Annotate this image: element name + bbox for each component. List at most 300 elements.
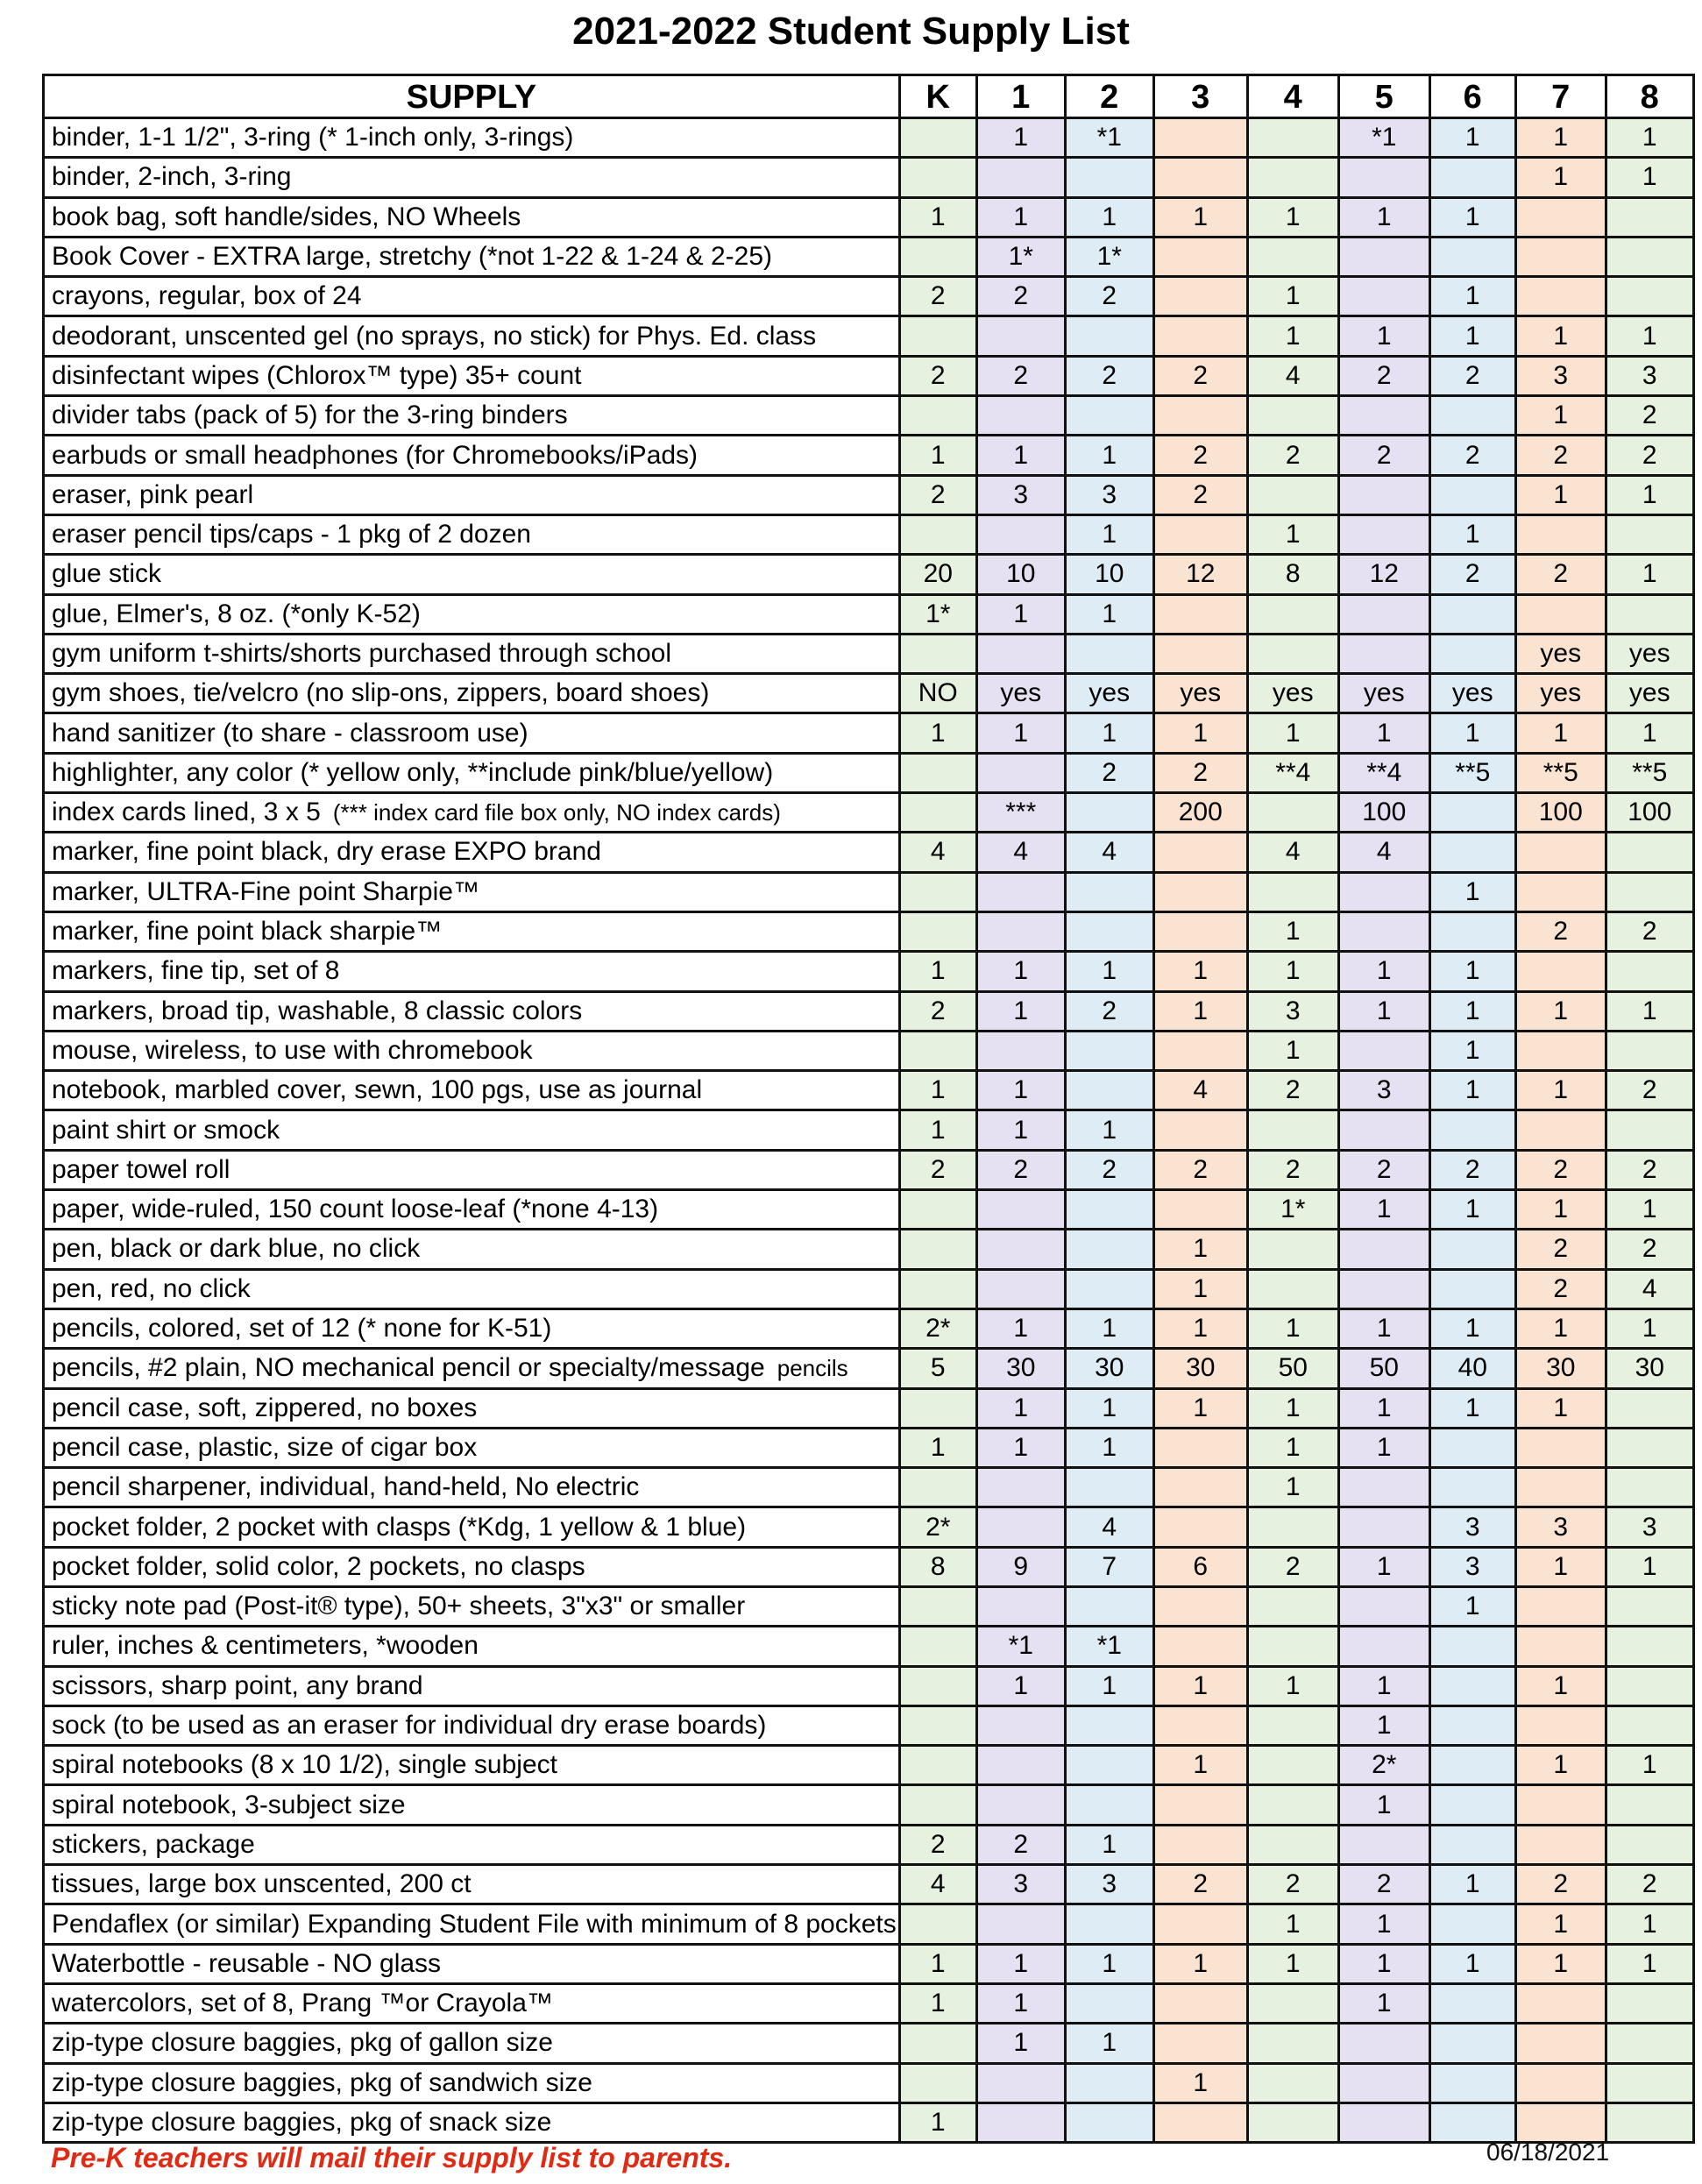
quantity-cell: 1: [1338, 1547, 1429, 1586]
quantity-cell: 1: [1247, 197, 1338, 237]
quantity-cell: 2: [1153, 753, 1247, 792]
quantity-cell: [1338, 1269, 1429, 1308]
quantity-cell: 2: [1065, 1150, 1153, 1189]
table-row: [44, 1983, 1694, 2023]
quantity-cell: [1429, 1428, 1515, 1467]
quantity-cell: 1: [1515, 1388, 1606, 1428]
quantity-cell: [1606, 1705, 1693, 1745]
quantity-cell: [1153, 1428, 1247, 1467]
quantity-cell: 1: [1338, 1190, 1429, 1230]
quantity-cell: [1153, 1586, 1247, 1626]
table-row: [44, 1308, 1694, 1348]
quantity-cell: [899, 872, 976, 911]
quantity-cell: 1: [1515, 1944, 1606, 1983]
supply-item-label: eraser pencil tips/caps - 1 pkg of 2 dozen: [52, 520, 531, 550]
quantity-cell: 1: [1606, 158, 1693, 197]
table-row: [44, 1468, 1694, 1507]
quantity-cell: **5: [1429, 753, 1515, 792]
supply-header: SUPPLY: [44, 75, 900, 118]
quantity-cell: 3: [1065, 475, 1153, 514]
quantity-cell: 8: [1247, 555, 1338, 594]
quantity-cell: [1065, 2063, 1153, 2102]
quantity-cell: 1: [1429, 1031, 1515, 1070]
quantity-cell: 1: [1338, 316, 1429, 356]
supply-item-cell: [44, 634, 900, 673]
supply-item-label: eraser, pink pearl: [52, 479, 254, 509]
quantity-cell: 1: [1429, 316, 1515, 356]
supply-item-label: gym shoes, tie/velcro (no slip-ons, zippers, board shoes): [52, 678, 710, 708]
quantity-cell: 1: [1606, 1547, 1693, 1586]
grade-header-k: K: [899, 75, 976, 118]
quantity-cell: 3: [1338, 1071, 1429, 1110]
supply-item-label: ruler, inches & centimeters, *wooden: [52, 1631, 479, 1661]
supply-item-label: stickers, package: [52, 1829, 255, 1859]
quantity-cell: [1606, 197, 1693, 237]
quantity-cell: NO: [899, 674, 976, 713]
quantity-cell: 1: [1247, 1944, 1338, 1983]
quantity-cell: 1: [1606, 1944, 1693, 1983]
supply-item-cell: [44, 753, 900, 792]
quantity-cell: [899, 1190, 976, 1230]
supply-item-cell: [44, 2102, 900, 2142]
supply-item-cell: [44, 1468, 900, 1507]
quantity-cell: [1247, 1705, 1338, 1745]
quantity-cell: 1: [1429, 514, 1515, 554]
quantity-cell: 1: [1515, 1190, 1606, 1230]
supply-item-label: deodorant, unscented gel (no sprays, no stick) for Phys. Ed. class: [52, 321, 817, 351]
quantity-cell: [1153, 237, 1247, 276]
supply-item-label: markers, broad tip, washable, 8 classic colors: [52, 996, 583, 1025]
table-row: [44, 2024, 1694, 2063]
supply-item-label: crayons, regular, box of 24: [52, 281, 362, 311]
quantity-cell: 1: [1065, 952, 1153, 991]
quantity-cell: 1: [1338, 1983, 1429, 2023]
quantity-cell: [1247, 118, 1338, 158]
supply-item-cell: [44, 1507, 900, 1547]
quantity-cell: 2: [1429, 356, 1515, 395]
quantity-cell: [1065, 1785, 1153, 1825]
quantity-cell: [899, 753, 976, 792]
quantity-cell: 3: [976, 475, 1065, 514]
supply-item-cell: [44, 1150, 900, 1189]
quantity-cell: [1247, 793, 1338, 833]
quantity-cell: [1247, 1507, 1338, 1547]
quantity-cell: [1065, 2102, 1153, 2142]
quantity-cell: 3: [1515, 356, 1606, 395]
table-row: [44, 753, 1694, 792]
quantity-cell: [1429, 2024, 1515, 2063]
quantity-cell: 2: [1338, 436, 1429, 475]
quantity-cell: [899, 1746, 976, 1785]
quantity-cell: 4: [976, 833, 1065, 872]
quantity-cell: [1065, 1269, 1153, 1308]
quantity-cell: [1606, 2063, 1693, 2102]
quantity-cell: [1153, 1825, 1247, 1864]
quantity-cell: 1: [976, 1388, 1065, 1428]
quantity-cell: 4: [1606, 1269, 1693, 1308]
quantity-cell: 2: [1606, 1150, 1693, 1189]
quantity-cell: [1153, 158, 1247, 197]
quantity-cell: 20: [899, 555, 976, 594]
quantity-cell: [1065, 1746, 1153, 1785]
quantity-cell: 100: [1606, 793, 1693, 833]
supply-item-label: book bag, soft handle/sides, NO Wheels: [52, 202, 521, 231]
table-row: [44, 1388, 1694, 1428]
quantity-cell: 1: [1247, 1428, 1338, 1467]
supply-item-cell: [44, 1269, 900, 1308]
quantity-cell: *1: [1338, 118, 1429, 158]
table-row: [44, 1349, 1694, 1388]
quantity-cell: [1606, 1825, 1693, 1864]
quantity-cell: [899, 1388, 976, 1428]
quantity-cell: [1429, 833, 1515, 872]
quantity-cell: [976, 1031, 1065, 1070]
quantity-cell: 2: [899, 356, 976, 395]
quantity-cell: [1606, 1983, 1693, 2023]
quantity-cell: 1: [1247, 911, 1338, 951]
quantity-cell: 200: [1153, 793, 1247, 833]
grade-header-1: 1: [976, 75, 1065, 118]
supply-item-cell: [44, 1666, 900, 1705]
footer-date: 06/18/2021: [1486, 2138, 1610, 2166]
quantity-cell: [1429, 594, 1515, 634]
quantity-cell: 1: [1606, 1746, 1693, 1785]
quantity-cell: 4: [1247, 833, 1338, 872]
quantity-cell: [976, 753, 1065, 792]
quantity-cell: [1247, 1269, 1338, 1308]
table-row: [44, 277, 1694, 316]
quantity-cell: [1515, 1825, 1606, 1864]
quantity-cell: [976, 1705, 1065, 1745]
quantity-cell: [1429, 634, 1515, 673]
quantity-cell: 1: [1065, 713, 1153, 753]
supply-item-label: pencils, #2 plain, NO mechanical pencil or specialty/message: [52, 1353, 765, 1383]
quantity-cell: 100: [1338, 793, 1429, 833]
quantity-cell: [1515, 2063, 1606, 2102]
quantity-cell: [1153, 594, 1247, 634]
quantity-cell: 1: [1153, 197, 1247, 237]
quantity-cell: [899, 514, 976, 554]
quantity-cell: [1153, 1190, 1247, 1230]
quantity-cell: [1515, 1627, 1606, 1666]
quantity-cell: [1338, 514, 1429, 554]
table-row: [44, 555, 1694, 594]
supply-item-label: paint shirt or smock: [52, 1115, 280, 1145]
quantity-cell: 1: [1065, 1308, 1153, 1348]
quantity-cell: [1338, 2063, 1429, 2102]
quantity-cell: [1338, 1110, 1429, 1150]
supply-item-label: gym uniform t-shirts/shorts purchased through school: [52, 639, 671, 668]
quantity-cell: [1606, 1110, 1693, 1150]
quantity-cell: 30: [1065, 1349, 1153, 1388]
quantity-cell: [976, 396, 1065, 436]
quantity-cell: [1429, 1269, 1515, 1308]
quantity-cell: [1515, 2024, 1606, 2063]
quantity-cell: 2: [1065, 356, 1153, 395]
quantity-cell: [899, 793, 976, 833]
quantity-cell: [1153, 514, 1247, 554]
grade-header-3: 3: [1153, 75, 1247, 118]
supply-item-cell: [44, 1031, 900, 1070]
quantity-cell: [1606, 1586, 1693, 1626]
grade-header-8: 8: [1606, 75, 1693, 118]
supply-item-label: binder, 2-inch, 3-ring: [52, 162, 292, 192]
table-row: [44, 2063, 1694, 2102]
supply-item-cell: [44, 1308, 900, 1348]
quantity-cell: [1429, 1785, 1515, 1825]
quantity-cell: [1065, 1705, 1153, 1745]
supply-item-label: Waterbottle - reusable - NO glass: [52, 1948, 442, 1978]
quantity-cell: [1247, 237, 1338, 276]
quantity-cell: [1153, 1031, 1247, 1070]
quantity-cell: 2: [1338, 1150, 1429, 1189]
table-row: [44, 1031, 1694, 1070]
quantity-cell: 1: [1338, 1308, 1429, 1348]
quantity-cell: 2: [899, 475, 976, 514]
table-row: [44, 475, 1694, 514]
supply-item-label: scissors, sharp point, any brand: [52, 1670, 423, 1700]
table-row: [44, 713, 1694, 753]
quantity-cell: 1*: [976, 237, 1065, 276]
quantity-cell: 1: [1429, 1865, 1515, 1904]
quantity-cell: 1: [1065, 1666, 1153, 1705]
quantity-cell: [899, 1627, 976, 1666]
quantity-cell: 2: [1606, 396, 1693, 436]
table-row: [44, 396, 1694, 436]
quantity-cell: 1: [1429, 1190, 1515, 1230]
quantity-cell: 1: [976, 1071, 1065, 1110]
quantity-cell: 1: [1515, 1746, 1606, 1785]
quantity-cell: 1: [1429, 1308, 1515, 1348]
supply-item-cell: [44, 316, 900, 356]
quantity-cell: 1: [1338, 713, 1429, 753]
quantity-cell: [1153, 1468, 1247, 1507]
quantity-cell: [1606, 2102, 1693, 2142]
quantity-cell: 1: [1515, 475, 1606, 514]
quantity-cell: 1: [976, 1666, 1065, 1705]
quantity-cell: [1338, 1586, 1429, 1626]
quantity-cell: 1: [1515, 991, 1606, 1031]
table-row: [44, 674, 1694, 713]
quantity-cell: [899, 1586, 976, 1626]
quantity-cell: [1247, 1746, 1338, 1785]
quantity-cell: [1515, 1705, 1606, 1745]
quantity-cell: [1065, 1230, 1153, 1269]
quantity-cell: 2*: [899, 1308, 976, 1348]
quantity-cell: [1338, 475, 1429, 514]
quantity-cell: [1429, 475, 1515, 514]
table-row: [44, 793, 1694, 833]
table-row: [44, 1071, 1694, 1110]
supply-item-cell: [44, 1705, 900, 1745]
quantity-cell: [1247, 396, 1338, 436]
quantity-cell: [976, 2063, 1065, 2102]
quantity-cell: 3: [1429, 1547, 1515, 1586]
quantity-cell: 1: [1153, 1944, 1247, 1983]
quantity-cell: 2: [1153, 1865, 1247, 1904]
quantity-cell: [1153, 1507, 1247, 1547]
quantity-cell: 10: [1065, 555, 1153, 594]
quantity-cell: 1: [899, 952, 976, 991]
quantity-cell: [1065, 1071, 1153, 1110]
quantity-cell: yes: [1247, 674, 1338, 713]
supply-item-label: spiral notebook, 3-subject size: [52, 1790, 406, 1819]
quantity-cell: [1338, 237, 1429, 276]
quantity-cell: [899, 158, 976, 197]
quantity-cell: [1429, 1904, 1515, 1944]
quantity-cell: 2*: [899, 1507, 976, 1547]
quantity-cell: 1: [1247, 1031, 1338, 1070]
quantity-cell: [1606, 1627, 1693, 1666]
quantity-cell: [1247, 475, 1338, 514]
supply-item-cell: [44, 1746, 900, 1785]
quantity-cell: 30: [1515, 1349, 1606, 1388]
quantity-cell: 2: [1065, 753, 1153, 792]
quantity-cell: 1: [899, 1071, 976, 1110]
quantity-cell: ***: [976, 793, 1065, 833]
supply-item-label: binder, 1-1 1/2", 3-ring (* 1-inch only, 3-rings): [52, 123, 574, 152]
page-title: 2021-2022 Student Supply List: [572, 10, 1130, 53]
supply-item-label: pencil sharpener, individual, hand-held, No electric: [52, 1472, 640, 1502]
quantity-cell: [1065, 1904, 1153, 1944]
supply-item-cell: [44, 793, 900, 833]
quantity-cell: 2: [1247, 1150, 1338, 1189]
quantity-cell: [976, 1190, 1065, 1230]
quantity-cell: [1429, 1110, 1515, 1150]
quantity-cell: 1: [976, 1110, 1065, 1150]
quantity-cell: 4: [1065, 1507, 1153, 1547]
supply-item-label: markers, fine tip, set of 8: [52, 956, 340, 986]
supply-item-label: mouse, wireless, to use with chromebook: [52, 1035, 533, 1065]
quantity-cell: 1: [976, 2024, 1065, 2063]
table-row: [44, 1825, 1694, 1864]
table-row: [44, 436, 1694, 475]
quantity-cell: 1*: [1065, 237, 1153, 276]
quantity-cell: [1606, 872, 1693, 911]
quantity-cell: 1: [1606, 118, 1693, 158]
quantity-cell: 1: [899, 713, 976, 753]
quantity-cell: [1515, 952, 1606, 991]
quantity-cell: [1338, 1627, 1429, 1666]
footer-note: Pre-K teachers will mail their supply list to parents.: [51, 2142, 733, 2173]
quantity-cell: 1: [1153, 952, 1247, 991]
table-row: [44, 1944, 1694, 1983]
quantity-cell: [976, 1904, 1065, 1944]
quantity-cell: [1606, 1666, 1693, 1705]
quantity-cell: 4: [1247, 356, 1338, 395]
supply-item-cell: [44, 1865, 900, 1904]
supply-item-cell: [44, 1785, 900, 1825]
quantity-cell: 1: [1606, 991, 1693, 1031]
supply-item-label: pocket folder, 2 pocket with clasps (*Kdg, 1 yellow & 1 blue): [52, 1512, 747, 1542]
quantity-cell: 1: [1338, 1666, 1429, 1705]
quantity-cell: 1: [1247, 713, 1338, 753]
grade-header-6: 6: [1429, 75, 1515, 118]
quantity-cell: [899, 1468, 976, 1507]
quantity-cell: 2: [1606, 911, 1693, 951]
quantity-cell: 12: [1338, 555, 1429, 594]
quantity-cell: [1065, 634, 1153, 673]
quantity-cell: 2: [1247, 1865, 1338, 1904]
quantity-cell: 2: [1515, 436, 1606, 475]
quantity-cell: [976, 2102, 1065, 2142]
quantity-cell: [1065, 911, 1153, 951]
supply-item-cell: [44, 1110, 900, 1150]
quantity-cell: [1338, 396, 1429, 436]
quantity-cell: 2: [1515, 555, 1606, 594]
quantity-cell: [899, 237, 976, 276]
quantity-cell: 2: [1153, 1150, 1247, 1189]
quantity-cell: [1153, 1785, 1247, 1825]
quantity-cell: [1606, 1031, 1693, 1070]
table-row: [44, 197, 1694, 237]
quantity-cell: [1065, 158, 1153, 197]
supply-item-cell: [44, 1904, 900, 1944]
quantity-cell: 3: [1429, 1507, 1515, 1547]
quantity-cell: 4: [1338, 833, 1429, 872]
supply-item-label: sock (to be used as an eraser for individual dry erase boards): [52, 1711, 767, 1741]
quantity-cell: 1: [1338, 197, 1429, 237]
quantity-cell: 3: [976, 1865, 1065, 1904]
quantity-cell: yes: [1606, 674, 1693, 713]
table-row: [44, 1547, 1694, 1586]
supply-item-cell: [44, 991, 900, 1031]
quantity-cell: 1: [1429, 1586, 1515, 1626]
quantity-cell: [1065, 316, 1153, 356]
quantity-cell: 1: [1606, 1904, 1693, 1944]
quantity-cell: 2: [1606, 1230, 1693, 1269]
quantity-cell: [1429, 1746, 1515, 1785]
supply-item-cell: [44, 197, 900, 237]
quantity-cell: 3: [1065, 1865, 1153, 1904]
supply-item-label: divider tabs (pack of 5) for the 3-ring binders: [52, 401, 568, 430]
quantity-cell: [1338, 2024, 1429, 2063]
quantity-cell: 1: [976, 436, 1065, 475]
supply-item-cell: [44, 872, 900, 911]
supply-item-cell: [44, 594, 900, 634]
header-row: [44, 75, 1694, 118]
quantity-cell: yes: [1065, 674, 1153, 713]
supply-item-cell: [44, 475, 900, 514]
table-row: [44, 237, 1694, 276]
quantity-cell: 1: [1153, 1269, 1247, 1308]
quantity-cell: 1: [1153, 1666, 1247, 1705]
supply-item-cell: [44, 1230, 900, 1269]
table-row: [44, 1110, 1694, 1150]
quantity-cell: [1153, 1627, 1247, 1666]
supply-item-label: sticky note pad (Post-it® type), 50+ sheets, 3"x3" or smaller: [52, 1592, 746, 1621]
supply-item-cell: [44, 1586, 900, 1626]
quantity-cell: 1: [1515, 316, 1606, 356]
quantity-cell: 2: [976, 1825, 1065, 1864]
quantity-cell: 1: [1247, 316, 1338, 356]
supply-item-cell: [44, 952, 900, 991]
table-row: [44, 356, 1694, 395]
table-row: [44, 1230, 1694, 1269]
quantity-cell: [976, 1269, 1065, 1308]
quantity-cell: yes: [1606, 634, 1693, 673]
quantity-cell: 3: [1515, 1507, 1606, 1547]
quantity-cell: [1429, 1983, 1515, 2023]
quantity-cell: 10: [976, 555, 1065, 594]
quantity-cell: 1: [1338, 1428, 1429, 1467]
table-row: [44, 1269, 1694, 1308]
quantity-cell: 1: [976, 594, 1065, 634]
grade-header-7: 7: [1515, 75, 1606, 118]
quantity-cell: [1429, 793, 1515, 833]
quantity-cell: [976, 911, 1065, 951]
quantity-cell: 1: [976, 197, 1065, 237]
